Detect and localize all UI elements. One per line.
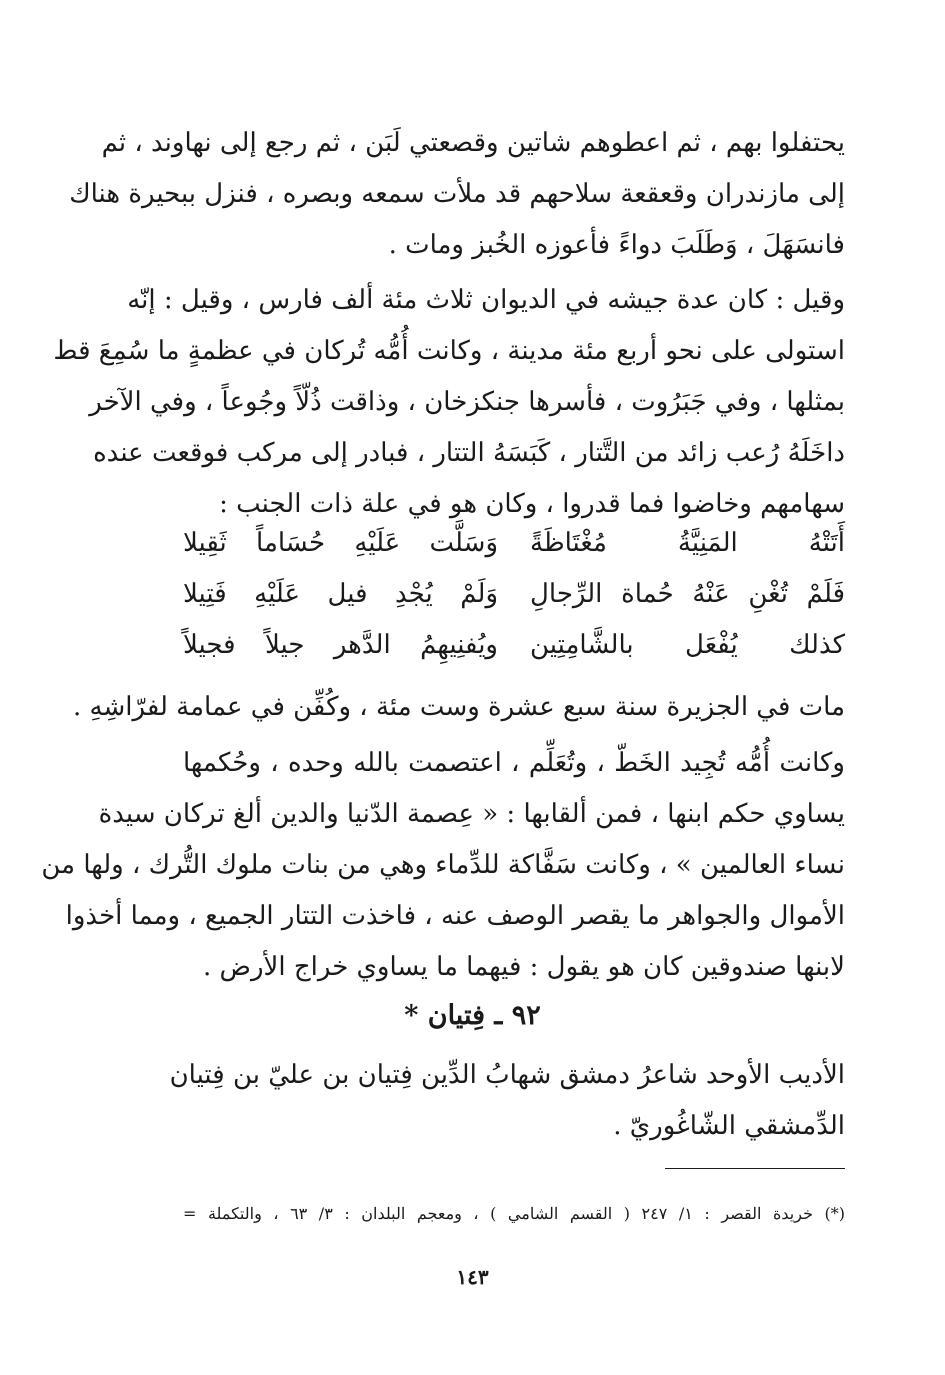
- text-line: الدِّمشقي الشّاغُوريّ .: [613, 1111, 845, 1141]
- text-line: وقيل : كان عدة جيشه في الديوان ثلاث مئة ألف فارس ، وقيل : إنّه: [127, 285, 845, 315]
- text-line: سهامهم وخاضوا فما قدروا ، وكان هو في علة ذات الجنب :: [219, 489, 845, 519]
- poem-verse: [183, 569, 845, 620]
- text-line: الأديب الأوحد شاعرُ دمشق شهابُ الدِّين فِتيان بن عليّ بن فِتيان: [169, 1060, 845, 1090]
- verse-second-hemistich: وَسَلَّت عَلَيْهِ حُسَاماً ثَقِيلا: [183, 528, 498, 558]
- text-line: فانسَهَلَ ، وَطَلَبَ دواءً فأعوزه الخُبز ومات .: [388, 230, 845, 260]
- poem-verse: [183, 518, 845, 569]
- text-line: نساء العالمين » ، وكانت سَفَّاكة للدِّماء وهي من بنات ملوك التُّرك ، ولها من: [41, 850, 845, 880]
- paragraph-entry-intro: [169, 1050, 845, 1152]
- text-line: الأموال والجواهر ما يقصر الوصف عنه ، فاخذت التتار الجميع ، ومما أخذوا: [65, 901, 845, 931]
- text-line: وكانت أُمُّه تُجِيد الخَطّ ، وتُعَلِّم ، اعتصمت بالله وحده ، وحُكمها: [183, 748, 845, 778]
- paragraph-death-account: [69, 118, 845, 271]
- text-line: مات في الجزيرة سنة سبع عشرة وست مئة ، وكُفِّن في عمامة لفرّاشِهِ .: [73, 692, 845, 722]
- entry-heading: ٩٢ ـ فِتيان *: [404, 1000, 541, 1031]
- footnote: (*) خريدة القصر : ١/ ٢٤٧ ( القسم الشامي ) ، ومعجم البلدان : ٣/ ٦٣ ، والتكملة =: [183, 1204, 846, 1223]
- paragraph-mother: [41, 738, 845, 993]
- poem: [183, 518, 845, 671]
- verse-first-hemistich: فَلَمْ تُغْنِ عَنْهُ حُماة الرِّجالِ: [530, 579, 845, 609]
- text-line: بمثلها ، وفي جَبَرُوت ، فأسرها جنكزخان ، وذاقت ذُلّاً وجُوعاً ، وفي الآخر: [89, 387, 845, 417]
- paragraph-death-place: [73, 682, 845, 733]
- footnote-divider: [665, 1168, 845, 1169]
- verse-first-hemistich: أَتَتْهُ المَنِيَّةُ مُغْتَاظَةً: [530, 528, 845, 558]
- text-line: إلى مازندران وقعقعة سلاحهم قد ملأت سمعه وبصره ، فنزل ببحيرة هناك: [69, 179, 845, 209]
- paragraph-army-account: [53, 275, 845, 530]
- poem-verse: [183, 620, 845, 671]
- verse-second-hemistich: وَلَمْ يُجْدِ فيل عَلَيْهِ فَتِيلا: [183, 579, 498, 609]
- text-line: داخَلَهُ رُعب زائد من التَّتار ، كَبَسَهُ التتار ، فبادر إلى مركب فوقعت عنده: [93, 438, 845, 468]
- text-line: يساوي حكم ابنها ، فمن ألقابها : « عِصمة الدّنيا والدين ألغ تركان سيدة: [98, 799, 845, 829]
- text-line: يحتفلوا بهم ، ثم اعطوهم شاتين وقصعتي لَبَن ، ثم رجع إلى نهاوند ، ثم: [101, 128, 845, 158]
- verse-second-hemistich: ويُفنِيهِمُ الدَّهر جيلاً فجيلاً: [183, 630, 498, 660]
- page-number: ١٤٣: [456, 1265, 489, 1289]
- text-line: لابنها صندوقين كان هو يقول : فيهما ما يساوي خراج الأرض .: [203, 952, 845, 982]
- verse-first-hemistich: كذلك يُفْعَل بالشَّامِتِين: [530, 630, 845, 660]
- text-line: استولى على نحو أربع مئة مدينة ، وكانت أُمُّه تُركان في عظمةٍ ما سُمِعَ قط: [53, 336, 845, 366]
